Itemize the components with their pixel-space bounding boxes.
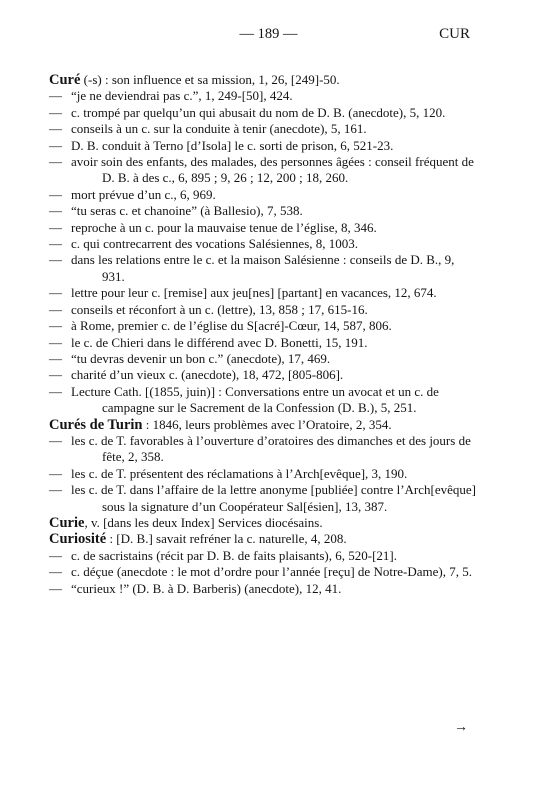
subentry-dash: — [49,154,62,170]
index-headword-entry [49,515,479,531]
subentry-dash: — [49,465,62,481]
entry-text: conseils à un c. sur la conduite à tenir (anecdote), 5, 161. [71,121,367,137]
subentry-dash: — [49,547,62,563]
subentry-dash: — [49,482,62,498]
index-subentry [49,203,479,219]
index-subentry [49,564,479,580]
index-subentry [49,466,479,482]
subentry-dash: — [49,301,62,317]
entry-text: avoir soin des enfants, des malades, des personnes âgées : conseil fréquent de D. B. à des c., 6, 895 ; 9, 26 ; 12, 200 ; 18, 260. [71,154,474,186]
index-subentry [49,581,479,597]
subentry-dash: — [49,285,62,301]
entry-text: D. B. conduit à Terno [d’Isola] le c. sorti de prison, 6, 521-23. [71,137,394,153]
entry-text: “tu seras c. et chanoine” (à Ballesio), 7, 538. [71,203,303,219]
index-subentry [49,318,479,334]
entry-text: : [D. B.] savait refréner la c. naturelle, 4, 208. [106,531,347,547]
subentry-dash: — [49,236,62,252]
entry-text: , v. [dans les deux Index] Services diocésains. [84,514,323,530]
index-subentry [49,88,479,104]
index-subentry [49,351,479,367]
index-subentry [49,482,479,515]
subentry-dash: — [49,252,62,268]
subentry-dash: — [49,104,62,120]
headword: Curie [49,514,85,531]
index-subentry [49,335,479,351]
index-subentry [49,236,479,252]
index-headword-entry [49,531,479,547]
entry-text: c. trompé par quelqu’un qui abusait du nom de D. B. (anecdote), 5, 120. [71,104,446,120]
entry-text: “je ne deviendrai pas c.”, 1, 249-[50], 424. [71,88,293,104]
subentry-dash: — [49,186,62,202]
entry-text: reproche à un c. pour la mauvaise tenue de l’église, 8, 346. [71,219,377,235]
index-subentry [49,433,479,466]
entry-text: (-s) : son influence et sa mission, 1, 26, [249]-50. [80,72,340,87]
subentry-dash: — [49,383,62,399]
index-subentry [49,548,479,564]
subentry-dash: — [49,564,62,580]
index-subentry [49,105,479,121]
index-subentry [49,285,479,301]
index-subentry [49,220,479,236]
headword: Curé [49,72,81,88]
subentry-dash: — [49,334,62,350]
index-headword-entry [49,417,479,433]
subentry-dash: — [49,367,62,383]
subentry-dash: — [49,318,62,334]
index-subentry [49,302,479,318]
entry-text: dans les relations entre le c. et la maison Salésienne : conseils de D. B., 9, 931. [71,252,455,284]
entry-text: les c. de T. favorables à l’ouverture d’oratoires des dimanches et des jours de fête, 2, 358. [71,432,471,465]
subentry-dash: — [49,350,62,366]
entry-text: mort prévue d’un c., 6, 969. [71,186,216,202]
entry-text: c. qui contrecarrent des vocations Salésiennes, 8, 1003. [71,236,358,252]
entry-text: charité d’un vieux c. (anecdote), 18, 472, [805-806]. [71,367,344,383]
index-entries [49,72,479,597]
entry-text: le c. de Chieri dans le différend avec D. Bonetti, 15, 191. [71,334,368,350]
subentry-dash: — [49,219,62,235]
continue-arrow-icon: → [454,720,468,735]
subentry-dash: — [49,432,62,448]
subentry-dash: — [49,88,62,104]
entry-text: lettre pour leur c. [remise] aux jeu[nes] [partant] en vacances, 12, 674. [71,285,437,301]
entry-text: c. de sacristains (récit par D. B. de faits plaisants), 6, 520-[21]. [71,547,397,563]
subentry-dash: — [49,203,62,219]
subentry-dash: — [49,137,62,153]
entry-text: “curieux !” (D. B. à D. Barberis) (anecdote), 12, 41. [71,580,342,596]
subentry-dash: — [49,121,62,137]
index-subentry [49,138,479,154]
entry-text: les c. de T. présentent des réclamations à l’Arch[evêque], 3, 190. [71,465,408,481]
headword: Curiosité [49,531,107,548]
index-subentry [49,367,479,383]
index-subentry [49,252,479,285]
entry-text: “tu devras devenir un bon c.” (anecdote), 17, 469. [71,350,331,366]
entry-text: conseils et réconfort à un c. (lettre), 13, 858 ; 17, 615-16. [71,301,368,317]
index-subentry [49,384,479,417]
entry-text: les c. de T. dans l’affaire de la lettre anonyme [publiée] contre l’Arch[evêque] sous la signature d’un Coopérateur Sal[ésien], 13, 387. [71,482,476,514]
subentry-dash: — [49,580,62,596]
running-head: CUR [439,26,470,42]
index-subentry [49,154,479,187]
index-subentry [49,121,479,137]
index-headword-entry [49,72,479,88]
page-header [0,26,537,46]
page-number: — 189 — [239,26,298,42]
entry-text: Lecture Cath. [(1855, juin)] : Conversations entre un avocat et un c. de campagne sur le Sacrement de la Confession (D. B.), 5, 251. [71,383,439,416]
entry-text: c. déçue (anecdote : le mot d’ordre pour l’année [reçu] de Notre-Dame), 7, 5. [71,564,473,580]
index-subentry [49,187,479,203]
entry-text: à Rome, premier c. de l’église du S[acré]-Cœur, 14, 587, 806. [71,318,392,334]
headword: Curés de Turin [49,416,143,433]
entry-text: : 1846, leurs problèmes avec l’Oratoire, 2, 354. [142,416,392,432]
